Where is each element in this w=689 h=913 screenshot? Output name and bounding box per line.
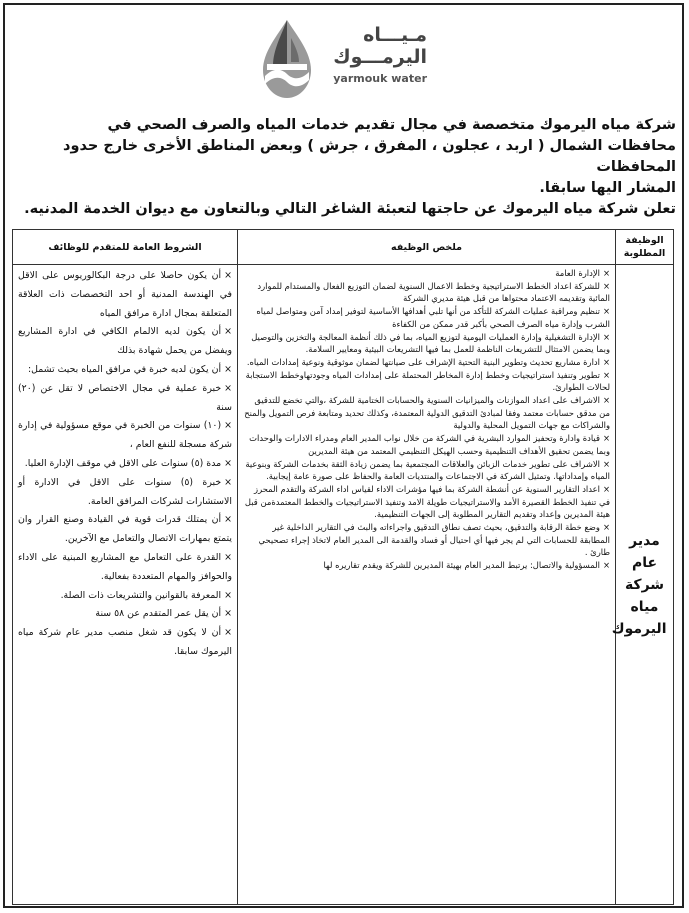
condition-item bbox=[18, 380, 232, 418]
condition-item-text: (١٠) سنوات من الخبرة في موقع مسؤولية في إدارة شركة مسجلة للنفع العام ، bbox=[18, 420, 232, 451]
condition-item bbox=[18, 417, 232, 455]
condition-item-text: المعرفة بالقوانين والتشريعات ذات الصلة. bbox=[60, 589, 222, 601]
summary-item-text: ادارة مشاريع تحديث وتطوير البنية التحتية الإشراف على صيانتها لضمان موثوقية ونوعية إمدادات المياه. bbox=[246, 356, 600, 367]
condition-item-text: أن لا يكون قد شغل منصب مدير عام شركة مياه اليرموك سابقا. bbox=[18, 627, 232, 657]
condition-item bbox=[18, 605, 232, 624]
intro-line: شركة مياه اليرموك متخصصة في مجال تقديم خدمات المياه والصرف الصحي في bbox=[107, 117, 676, 133]
summary-item bbox=[243, 369, 610, 394]
intro-line: المشار اليها سابقا. bbox=[539, 180, 676, 196]
condition-item-text: أن يمتلك قدرات قوية في القيادة وصنع القرار وان يتمتع بمهارات الاتصال والتعامل مع الآخرين. bbox=[18, 514, 232, 545]
summary-item-text: الاشراف على اعداد الموازنات والميزانيات السنوية والحسابات الختامية للشركة ،والتي تخضع للتدقيق من مدقق حسابات معتمد وفقا لمبادئ التدقيق الدولية المعتمدة، وكذلك تحديد ومتابعة فرص التمويل والمنح والشراكات مع جهات التمويل المحلية والدولية bbox=[244, 395, 610, 431]
bullet-icon: × bbox=[602, 268, 610, 278]
bullet-icon: × bbox=[224, 476, 232, 488]
bullet-icon: × bbox=[224, 627, 232, 639]
condition-item bbox=[18, 549, 232, 587]
intro-line: تعلن شركة مياه اليرموك عن حاجتها لتعبئة الشاغر التالي وبالتعاون مع ديوان الخدمة المدنيه. bbox=[24, 201, 676, 217]
position-line: مياه bbox=[630, 598, 659, 615]
condition-item-text: أن يكون لديه الالمام الكافي في ادارة المشاريع ويفضل من يحمل شهادة بذلك bbox=[18, 326, 232, 357]
bullet-icon: × bbox=[602, 369, 610, 380]
condition-item-text: أن يكون حاصلا على درجة البكالوريوس على الاقل في الهندسة المدنية أو احد التخصصات ذات العلاقة المتعلقة بمجال ادارة مرافق المياه bbox=[18, 270, 232, 319]
bullet-icon: × bbox=[602, 458, 610, 469]
summary-item-text: اعداد التقارير السنوية عن أنشطة الشركة بما فيها مؤشرات الاداء لقياس اداء الشركة والتقدم المحرز في تنفيذ الخطط القصيرة الأمد والاستراتيجيات طويلة الامد وتنفيذ الاستراتيجيات والخطط المعتمدةمن قبل هيئة المديرين وإعداد وتقديم التقارير المطلوبة إلى الجهات التنظيمية. bbox=[244, 483, 610, 520]
bullet-icon: × bbox=[224, 382, 232, 394]
bullet-icon: × bbox=[224, 457, 232, 469]
bullet-icon: × bbox=[224, 551, 232, 563]
summary-item bbox=[243, 458, 610, 483]
summary-item-text: تطوير وتنفيذ استراتيجيات وخطط إدارة المخاطر المحتملة على إمدادات المياه وجودتهاوخطط الاستجابة لحالات الطوارئ. bbox=[245, 369, 610, 393]
bullet-icon: × bbox=[602, 522, 610, 533]
logo-english-name: yarmouk water bbox=[333, 72, 427, 85]
table-header-row bbox=[13, 230, 674, 265]
bullet-icon: × bbox=[602, 331, 610, 342]
bullet-icon: × bbox=[224, 514, 232, 526]
summary-item bbox=[243, 280, 610, 305]
condition-item-text: مدة (٥) سنوات على الاقل في موقف الإدارة العليا. bbox=[24, 457, 222, 469]
summary-item bbox=[243, 356, 610, 369]
logo-arabic-line2: اليرمـــوك bbox=[333, 46, 427, 68]
condition-item bbox=[18, 323, 232, 361]
summary-item bbox=[243, 521, 610, 559]
condition-item-text: خبرة (٥) سنوات على الاقل في الادارة أو الاستشارات لشركات المرافق العامة. bbox=[18, 476, 232, 507]
condition-item bbox=[18, 474, 232, 512]
bullet-icon: × bbox=[602, 280, 610, 291]
bullet-icon: × bbox=[224, 420, 232, 432]
bullet-icon: × bbox=[602, 306, 610, 317]
summary-item bbox=[243, 331, 610, 356]
summary-item-text: وضع خطة الرقابة والتدقيق، بحيث تصف نطاق التدقيق واجراءاته والبث في التقارير الداخلية غير المطابقة للحسابات التي لم يجر فيها أي احتيال أو فساد والقدمة الى المدير العام لاتخاذ إجراء تصحيحي طارئ . bbox=[258, 522, 610, 558]
condition-item bbox=[18, 455, 232, 474]
bullet-icon: × bbox=[224, 326, 232, 338]
condition-item-text: القدرة على التعامل مع المشاريع المبنية على الاداء والحوافز والمهام المتعددة بفعالية. bbox=[18, 551, 232, 582]
summary-item bbox=[243, 432, 610, 457]
summary-item-text: للشركة اعداد الخطط الاستراتيجية وخطط الاعمال السنوية لضمان التوزيع الفعال والمستدام للموارد المائية وتقديمه الاعتماد محتواها من قبل هيئة مديري الشركة bbox=[257, 280, 610, 304]
condition-item bbox=[18, 624, 232, 662]
header-position: الوظيفة المطلوبة bbox=[616, 230, 674, 265]
intro-paragraph bbox=[12, 115, 676, 220]
summary-item-text: قيادة وادارة وتحفيز الموارد البشرية في الشركة من خلال نواب المدير العام ومدراء الادارات والوحدات وبما يضمن تحقيق الأهداف التنظيمية وحسب الهيكل التنظيمي المعتمد من هيئة المديرين bbox=[249, 433, 610, 456]
summary-item bbox=[243, 305, 610, 330]
condition-item-text: أن يقل عمر المتقدم عن ٥٨ سنة bbox=[95, 608, 222, 620]
conditions-cell bbox=[13, 265, 238, 905]
bullet-icon: × bbox=[224, 270, 232, 281]
summary-cell bbox=[238, 265, 616, 905]
bullet-icon: × bbox=[224, 608, 232, 620]
summary-item-text: الإدارة التشغيلية وإدارة العمليات اليومية لتوزيع المياه، بما في ذلك أنظمة المعالجة والتخزين والتوصيل وبما يضمن الامتثال للتشريعات الناظمة للعمل بما فيها التشريعات البيئية ومعايير السلامة. bbox=[251, 331, 610, 355]
yarmouk-water-logo bbox=[255, 18, 435, 108]
bullet-icon: × bbox=[224, 589, 232, 601]
job-table bbox=[12, 229, 674, 905]
summary-item-text: الاشراف على تطوير خدمات الزبائن والعلاقات المجتمعية بما يضمن زيادة الثقة بخدمات الشركة وبنوعية المياه وإمداداتها. وتمثيل الشركة في الاجتماعات والمنتديات العامة والحفاظ على صورة عامة إيجابية. bbox=[245, 458, 610, 482]
water-drop-logo-icon bbox=[255, 18, 319, 100]
bullet-icon: × bbox=[224, 363, 232, 375]
bullet-icon: × bbox=[602, 356, 610, 367]
summary-item-text: الإدارة العامة bbox=[555, 268, 600, 278]
position-line: مدير bbox=[629, 532, 660, 549]
table-row bbox=[13, 265, 674, 905]
summary-item-text: تنظيم ومراقبة عمليات الشركة للتأكد من أنها تلبي أهدافها الأساسية لتوفير إمداد آمن ومتواصل لمياه الشرب وإدارة مياه الصرف الصحي بأكبر قدر ممكن من الكفاءة bbox=[256, 306, 610, 329]
position-cell bbox=[611, 265, 674, 905]
bullet-icon: × bbox=[602, 395, 610, 406]
intro-line: محافظات الشمال ( اربد ، عجلون ، المفرق ، جرش ) وبعض المناطق الأخرى خارج حدود المحافظات bbox=[63, 138, 676, 175]
bullet-icon: × bbox=[602, 560, 610, 571]
condition-item-text: خبرة عملية في مجال الاختصاص لا تقل عن (٢٠) سنة bbox=[18, 382, 232, 413]
condition-item-text: أن يكون لديه خبرة في مرافق المياه بحيث تشمل: bbox=[27, 363, 222, 375]
logo-arabic-name bbox=[333, 24, 427, 68]
bullet-icon: × bbox=[602, 433, 610, 444]
summary-item bbox=[243, 267, 610, 280]
position-line: عام bbox=[631, 554, 658, 571]
summary-item-text: المسؤولية والاتصال: يرتبط المدير العام بهيئة المديرين للشركة ويقدم تقاريره لها bbox=[323, 560, 600, 571]
position-line: اليرموك bbox=[611, 620, 667, 637]
bullet-icon: × bbox=[602, 483, 610, 494]
condition-item bbox=[18, 267, 232, 323]
summary-item bbox=[243, 394, 610, 432]
logo-arabic-line1: مـيـــاه bbox=[363, 24, 427, 46]
header-summary: ملخص الوظيفه bbox=[238, 230, 616, 265]
summary-item bbox=[243, 559, 610, 572]
condition-item bbox=[18, 511, 232, 549]
summary-item bbox=[243, 483, 610, 521]
position-line: شركة bbox=[624, 576, 665, 593]
header-conditions: الشروط العامة للمتقدم للوظائف bbox=[13, 230, 238, 265]
condition-item bbox=[18, 587, 232, 606]
condition-item bbox=[18, 361, 232, 380]
